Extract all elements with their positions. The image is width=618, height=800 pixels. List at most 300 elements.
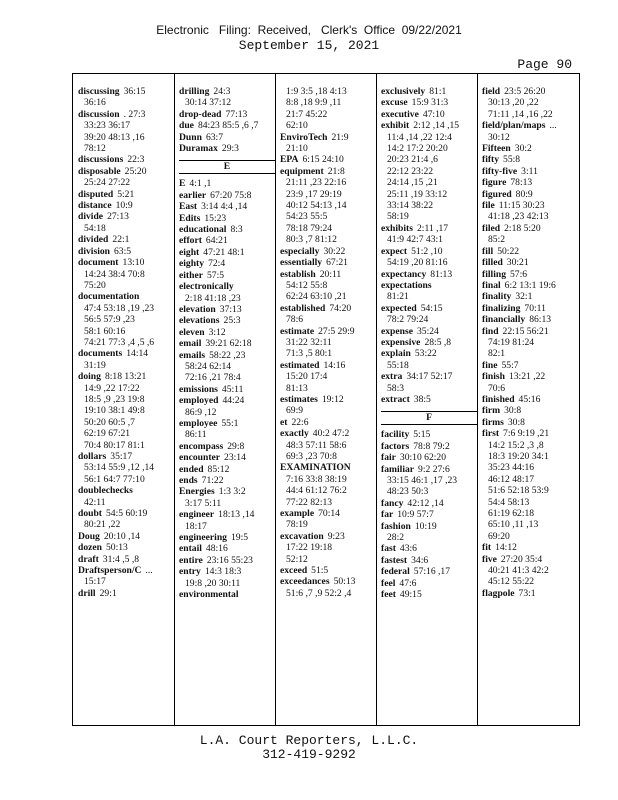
page-line-refs: 58:1 60:16 <box>84 325 126 337</box>
page-line-refs: 58:24 62:14 <box>185 360 232 372</box>
index-entry <box>482 371 578 382</box>
index-term: Fifteen <box>482 143 511 155</box>
page-line-refs: 35:24 <box>416 325 439 337</box>
index-entry <box>381 509 477 520</box>
index-term: E <box>179 178 186 190</box>
index-continuation-line <box>78 405 174 416</box>
index-term: expensive <box>381 336 421 348</box>
index-entry <box>280 565 376 576</box>
index-entry <box>179 509 275 520</box>
page-line-refs: 54:12 55:8 <box>286 279 328 291</box>
index-continuation-line <box>280 497 376 508</box>
index-continuation-line <box>78 97 174 108</box>
page-line-refs: 31:4 ,5 ,8 <box>102 553 140 565</box>
index-continuation-line <box>280 177 376 188</box>
page-line-refs: 55:18 <box>387 359 409 371</box>
page-line-refs: 28:5 ,8 <box>424 336 452 348</box>
index-term: familiar <box>381 463 415 475</box>
index-continuation-line <box>280 280 376 291</box>
index-entry <box>78 109 174 120</box>
page-line-refs: 14:14 <box>126 348 149 360</box>
page-line-refs: 51:5 <box>311 565 329 577</box>
page-line-refs: 27:5 29:9 <box>318 325 355 337</box>
page-line-refs: 8:18 13:21 <box>104 371 147 383</box>
index-entry <box>280 462 376 473</box>
index-entry <box>78 291 174 302</box>
page-line-refs: 81:1 <box>429 86 447 97</box>
index-term: explain <box>381 348 411 360</box>
page-line-refs: 25:20 <box>124 165 147 177</box>
page-line-refs: 57:5 <box>206 269 225 281</box>
index-term: doubt <box>78 508 102 520</box>
index-continuation-line <box>179 407 275 418</box>
index-term: feel <box>381 577 396 589</box>
page-line-refs: 45:16 <box>518 393 541 405</box>
index-entry <box>482 303 578 314</box>
page-line-refs: 82:1 <box>488 348 506 360</box>
index-term: fashion <box>381 520 411 532</box>
page-line-refs: 54:15 <box>420 302 443 314</box>
index-entry <box>179 281 275 292</box>
index-term: field/plan/maps <box>482 120 546 132</box>
index-term: file <box>482 200 495 212</box>
page-line-refs: 35:23 44:16 <box>488 462 535 474</box>
index-term: ended <box>179 463 204 475</box>
page-line-refs: 21:10 <box>286 143 308 155</box>
page-line-refs: 65:10 ,11 ,13 <box>488 519 539 531</box>
page-line-refs: 78:19 <box>286 519 308 531</box>
index-term: exceedances <box>280 576 330 588</box>
index-term: filled <box>482 257 503 269</box>
index-term: executive <box>381 108 419 120</box>
index-term: exclusively <box>381 86 426 97</box>
page-line-refs: 47:21 48:1 <box>203 246 245 258</box>
page-line-refs: 51:6 ,7 ,9 52:2 ,4 <box>286 587 352 599</box>
page-line-refs: 48:16 <box>205 543 228 555</box>
index-term: entail <box>179 543 202 555</box>
page-line-refs: 40:12 54:13 ,14 <box>286 200 347 212</box>
index-continuation-line <box>381 234 477 245</box>
index-term: example <box>280 508 315 520</box>
index-term: factors <box>381 440 410 452</box>
page-line-refs: 4:1 ,1 <box>189 178 212 190</box>
index-continuation-line <box>78 303 174 314</box>
page-line-refs: 58:19 <box>387 211 409 223</box>
index-term: disposable <box>78 165 121 177</box>
page-line-refs: 27:20 35:4 <box>500 553 543 565</box>
index-term: elevation <box>179 303 216 315</box>
page-line-refs: 17:22 19:18 <box>286 542 333 554</box>
index-entry <box>482 177 578 188</box>
index-entry <box>381 348 477 359</box>
index-entry <box>179 224 275 235</box>
page-line-refs: 53:14 55:9 ,12 ,14 <box>84 462 155 474</box>
index-term: established <box>280 302 326 314</box>
index-entry <box>78 554 174 565</box>
index-continuation-line <box>78 223 174 234</box>
index-term: exactly <box>280 428 309 440</box>
page-line-refs: 77:22 82:13 <box>286 496 333 508</box>
index-entry <box>381 429 477 440</box>
page-line-refs: 40:2 47:2 <box>312 428 350 440</box>
page-line-refs: ... <box>549 120 557 132</box>
index-entry <box>280 531 376 542</box>
index-continuation-line <box>179 521 275 532</box>
index-entry <box>381 441 477 452</box>
page-line-refs: 53:22 <box>414 348 437 360</box>
index-continuation-line <box>381 475 477 486</box>
page-line-refs: 5:21 <box>117 188 135 200</box>
index-entry <box>482 326 578 337</box>
index-column-1 <box>78 86 174 726</box>
index-term: encounter <box>179 452 221 464</box>
page-line-refs: 2:18 5:20 <box>504 222 541 234</box>
index-entry <box>78 348 174 359</box>
page-line-refs: 44:4 61:12 76:2 <box>286 485 347 497</box>
page-line-refs: 22:15 56:21 <box>502 325 549 337</box>
index-term: employee <box>179 417 218 429</box>
index-continuation-line <box>381 532 477 543</box>
page-line-refs: 39:21 62:18 <box>205 338 252 350</box>
index-term: exceed <box>280 565 308 577</box>
index-continuation-line <box>482 576 578 587</box>
index-term: final <box>482 279 501 291</box>
index-entry <box>280 132 376 143</box>
index-continuation-line <box>280 554 376 565</box>
index-entry <box>381 566 477 577</box>
page-line-refs: 31:22 32:11 <box>286 336 332 348</box>
page-line-refs: 72:4 <box>208 258 226 270</box>
page-line-refs: 56:1 64:7 77:10 <box>84 473 145 485</box>
index-continuation-line <box>78 132 174 143</box>
index-term: environmental <box>179 589 239 601</box>
page-line-refs: 21:7 45:22 <box>286 108 328 120</box>
page-line-refs: 84:23 85:5 ,6 ,7 <box>197 120 259 132</box>
index-entry <box>381 246 477 257</box>
index-continuation-line <box>179 498 275 509</box>
index-continuation-line <box>482 348 578 359</box>
index-continuation-line <box>280 588 376 599</box>
page-line-refs: 36:15 <box>123 86 146 97</box>
index-term: finalizing <box>482 302 521 314</box>
page-line-refs: 86:9 ,12 <box>185 406 217 418</box>
page-line-refs: 33:15 46:1 ,17 ,23 <box>387 475 458 486</box>
index-entry <box>179 532 275 543</box>
index-continuation-line <box>482 337 578 348</box>
page-line-refs: 30:14 37:12 <box>185 97 232 109</box>
index-continuation-line <box>280 474 376 485</box>
index-continuation-line <box>482 97 578 108</box>
index-continuation-line <box>280 223 376 234</box>
index-term: Doug <box>78 530 100 542</box>
index-continuation-line <box>381 189 477 200</box>
page-line-refs: 47:10 <box>422 108 445 120</box>
index-entry <box>179 235 275 246</box>
index-entry <box>482 405 578 416</box>
page-line-refs: 9:23 <box>327 530 345 542</box>
page-line-refs: 80:3 ,7 81:12 <box>286 234 337 246</box>
index-column-3 <box>280 86 376 726</box>
page-line-refs: 67:20 75:8 <box>210 189 252 201</box>
index-column-2 <box>179 86 275 726</box>
index-entry <box>381 326 477 337</box>
index-entry <box>482 554 578 565</box>
section-letter-heading: F <box>381 411 477 425</box>
index-term: Duramax <box>179 143 218 155</box>
index-entry <box>381 109 477 120</box>
page-line-refs: 54:19 ,20 81:16 <box>387 257 448 269</box>
index-entry <box>179 143 275 154</box>
page-line-refs: 57:6 <box>510 268 528 280</box>
page-line-refs: 70:4 80:17 81:1 <box>84 439 145 451</box>
index-term: excuse <box>381 97 408 109</box>
index-entry <box>78 485 174 496</box>
page-line-refs: 23:16 55:23 <box>206 554 253 566</box>
index-continuation-line <box>482 565 578 576</box>
page-line-refs: 54:23 55:5 <box>286 211 328 223</box>
index-term: EXAMINATION <box>280 462 351 474</box>
index-entry <box>78 166 174 177</box>
index-term: East <box>179 201 198 213</box>
index-term: effort <box>179 235 202 247</box>
page-line-refs: 51:6 52:18 53:9 <box>488 485 549 497</box>
index-continuation-line <box>78 474 174 485</box>
index-continuation-line <box>381 177 477 188</box>
index-entry <box>280 394 376 405</box>
index-entry <box>381 394 477 405</box>
index-continuation-line <box>381 360 477 371</box>
page-line-refs: 10:9 57:7 <box>397 509 434 521</box>
index-entry <box>482 86 578 97</box>
index-entry <box>280 428 376 439</box>
page-line-refs: 80:9 <box>515 188 533 200</box>
index-term: five <box>482 553 497 565</box>
index-entry <box>179 247 275 258</box>
index-continuation-line <box>280 485 376 496</box>
index-entry <box>78 246 174 257</box>
index-term: divide <box>78 211 104 223</box>
index-term: fit <box>482 542 492 554</box>
page-line-refs: 63:7 <box>205 131 223 143</box>
page-line-refs: 47:4 53:18 ,19 ,23 <box>84 302 155 314</box>
page-line-refs: 54:18 <box>84 222 106 234</box>
index-entry <box>381 578 477 589</box>
index-term: filed <box>482 222 501 234</box>
page-line-refs: 44:24 <box>222 395 245 407</box>
index-term: finality <box>482 291 512 303</box>
index-entry <box>179 452 275 463</box>
index-continuation-line <box>78 428 174 439</box>
page-line-refs: 19:8 ,20 30:11 <box>185 577 241 589</box>
page-line-refs: 80:21 ,22 <box>84 519 121 531</box>
index-term: doing <box>78 371 101 383</box>
page-line-refs: 11:4 ,14 ,22 12:4 <box>387 131 452 143</box>
index-entry <box>482 417 578 428</box>
index-continuation-line <box>280 451 376 462</box>
index-term: fifty-five <box>482 165 518 177</box>
page-line-refs: 14:2 15:2 ,3 ,8 <box>488 439 544 451</box>
page-line-refs: 8:8 ,18 9:9 ,11 <box>286 97 342 109</box>
index-term: especially <box>280 245 320 257</box>
page-line-refs: 14:16 <box>323 359 346 371</box>
index-continuation-line <box>482 132 578 143</box>
index-entry <box>482 223 578 234</box>
index-term: exhibit <box>381 120 410 132</box>
page-line-refs: 78:18 79:24 <box>286 222 333 234</box>
page-line-refs: 50:20 60:5 ,7 <box>84 416 135 428</box>
index-term: essentially <box>280 257 323 269</box>
page-line-refs: 69:9 <box>286 405 304 417</box>
index-term: ends <box>179 475 198 486</box>
page-line-refs: 34:17 52:17 <box>406 371 453 383</box>
index-entry <box>482 280 578 291</box>
page-line-refs: 1:9 3:5 ,18 4:13 <box>286 86 347 97</box>
index-continuation-line <box>482 109 578 120</box>
index-term: document <box>78 257 119 269</box>
index-entry <box>280 154 376 165</box>
page-line-refs: 71:3 ,5 80:1 <box>286 348 333 360</box>
index-entry <box>381 223 477 234</box>
index-term: financially <box>482 314 526 326</box>
index-entry <box>179 178 275 189</box>
page-line-refs: 19:12 <box>321 393 344 405</box>
index-continuation-line <box>381 132 477 143</box>
page-line-refs: 61:19 62:18 <box>488 508 535 520</box>
page-line-refs: 6:2 13:1 19:6 <box>504 279 556 291</box>
index-continuation-line <box>78 519 174 530</box>
index-term: engineer <box>179 509 215 521</box>
index-term: Dunn <box>179 131 202 143</box>
index-entry <box>280 417 376 428</box>
page-line-refs: 39:20 48:13 ,16 <box>84 131 145 143</box>
page-line-refs: 40:21 41:3 42:2 <box>488 565 549 577</box>
index-term: firm <box>482 405 501 417</box>
index-term: emails <box>179 349 206 361</box>
index-term: excavation <box>280 530 324 542</box>
index-term: feet <box>381 589 396 601</box>
column-divider <box>275 74 276 725</box>
index-term: facility <box>381 429 410 441</box>
index-continuation-line <box>280 519 376 530</box>
index-entry <box>179 213 275 224</box>
page-line-refs: 21:8 <box>327 165 345 177</box>
page-line-refs: 41:18 ,23 42:13 <box>488 211 549 223</box>
page-line-refs: 25:11 ,19 33:12 <box>387 188 448 200</box>
index-continuation-line <box>78 280 174 291</box>
index-term: drop-dead <box>179 108 222 120</box>
index-entry <box>381 452 477 463</box>
index-entry <box>482 314 578 325</box>
page-line-refs: 74:21 77:3 ,4 ,5 ,6 <box>84 336 155 348</box>
index-entry <box>179 475 275 486</box>
index-entry <box>482 257 578 268</box>
index-continuation-line <box>78 314 174 325</box>
page-line-refs: 3:14 4:4 ,14 <box>201 201 248 213</box>
page-line-refs: 75:20 <box>84 279 106 291</box>
index-term: expect <box>381 245 408 257</box>
index-continuation-line <box>78 394 174 405</box>
index-continuation-line <box>280 109 376 120</box>
page-line-refs: 2:18 41:18 ,23 <box>185 292 241 304</box>
index-term: dozen <box>78 542 102 554</box>
index-entry <box>179 350 275 361</box>
page-line-refs: 54:4 58:13 <box>488 496 530 508</box>
page-line-refs: 78:13 <box>510 177 533 189</box>
page-line-refs: 48:23 50:3 <box>387 486 429 498</box>
page-line-refs: 63:5 <box>114 245 132 257</box>
page-line-refs: 15:17 <box>84 576 106 588</box>
index-term: Edits <box>179 212 201 224</box>
index-term: discussions <box>78 154 124 166</box>
page-line-refs: 69:20 <box>488 530 510 542</box>
page-line-refs: 20:11 <box>319 268 342 280</box>
page-line-refs: 33:14 38:22 <box>387 200 434 212</box>
index-entry <box>78 257 174 268</box>
index-continuation-line <box>179 429 275 440</box>
page-line-refs: 30:12 <box>488 131 510 143</box>
page-line-refs: 37:13 <box>219 303 242 315</box>
page-line-refs: 38:5 <box>413 393 431 405</box>
page-line-refs: . 27:3 <box>123 108 146 120</box>
index-term: discussion <box>78 108 120 120</box>
index-entry <box>179 384 275 395</box>
page-line-refs: 64:21 <box>205 235 228 247</box>
index-term: doublechecks <box>78 485 133 497</box>
index-entry <box>78 189 174 200</box>
page-line-refs: 62:10 <box>286 120 308 132</box>
index-continuation-line <box>78 360 174 371</box>
index-term: documents <box>78 348 123 360</box>
page-line-refs: 78:8 79:2 <box>413 440 450 452</box>
page-line-refs: 81:13 <box>430 268 453 280</box>
index-term: educational <box>179 224 227 236</box>
page-line-refs: 47:6 <box>399 577 417 589</box>
index-term: entire <box>179 554 203 566</box>
page-line-refs: 24:14 ,15 ,21 <box>387 177 438 189</box>
index-term: eleven <box>179 326 205 338</box>
page-line-refs: 50:13 <box>333 576 356 588</box>
index-term: EnviroTech <box>280 131 328 143</box>
page-line-refs: 22:3 <box>127 154 145 166</box>
index-entry <box>179 258 275 269</box>
index-entry <box>381 303 477 314</box>
index-entry <box>280 166 376 177</box>
page-line-refs: 73:1 <box>518 587 536 599</box>
index-continuation-line <box>280 383 376 394</box>
index-term: divided <box>78 234 109 246</box>
index-continuation-line <box>78 417 174 428</box>
index-continuation-line <box>280 337 376 348</box>
index-term: due <box>179 120 194 132</box>
page-line-refs: 11:15 30:23 <box>498 200 545 212</box>
index-entry <box>381 521 477 532</box>
index-continuation-line <box>280 348 376 359</box>
index-continuation-line <box>78 462 174 473</box>
index-continuation-line <box>482 497 578 508</box>
index-term: fifty <box>482 154 500 166</box>
page-line-refs: 30:8 <box>504 405 522 417</box>
index-continuation-line <box>179 293 275 304</box>
index-term: Energies <box>179 486 215 498</box>
index-entry <box>78 200 174 211</box>
page-line-refs: 50:22 <box>497 245 520 257</box>
index-entry <box>179 109 275 120</box>
index-term: establish <box>280 268 316 280</box>
index-entry <box>381 120 477 131</box>
index-continuation-line <box>78 337 174 348</box>
index-entry <box>179 270 275 281</box>
index-continuation-line <box>179 97 275 108</box>
